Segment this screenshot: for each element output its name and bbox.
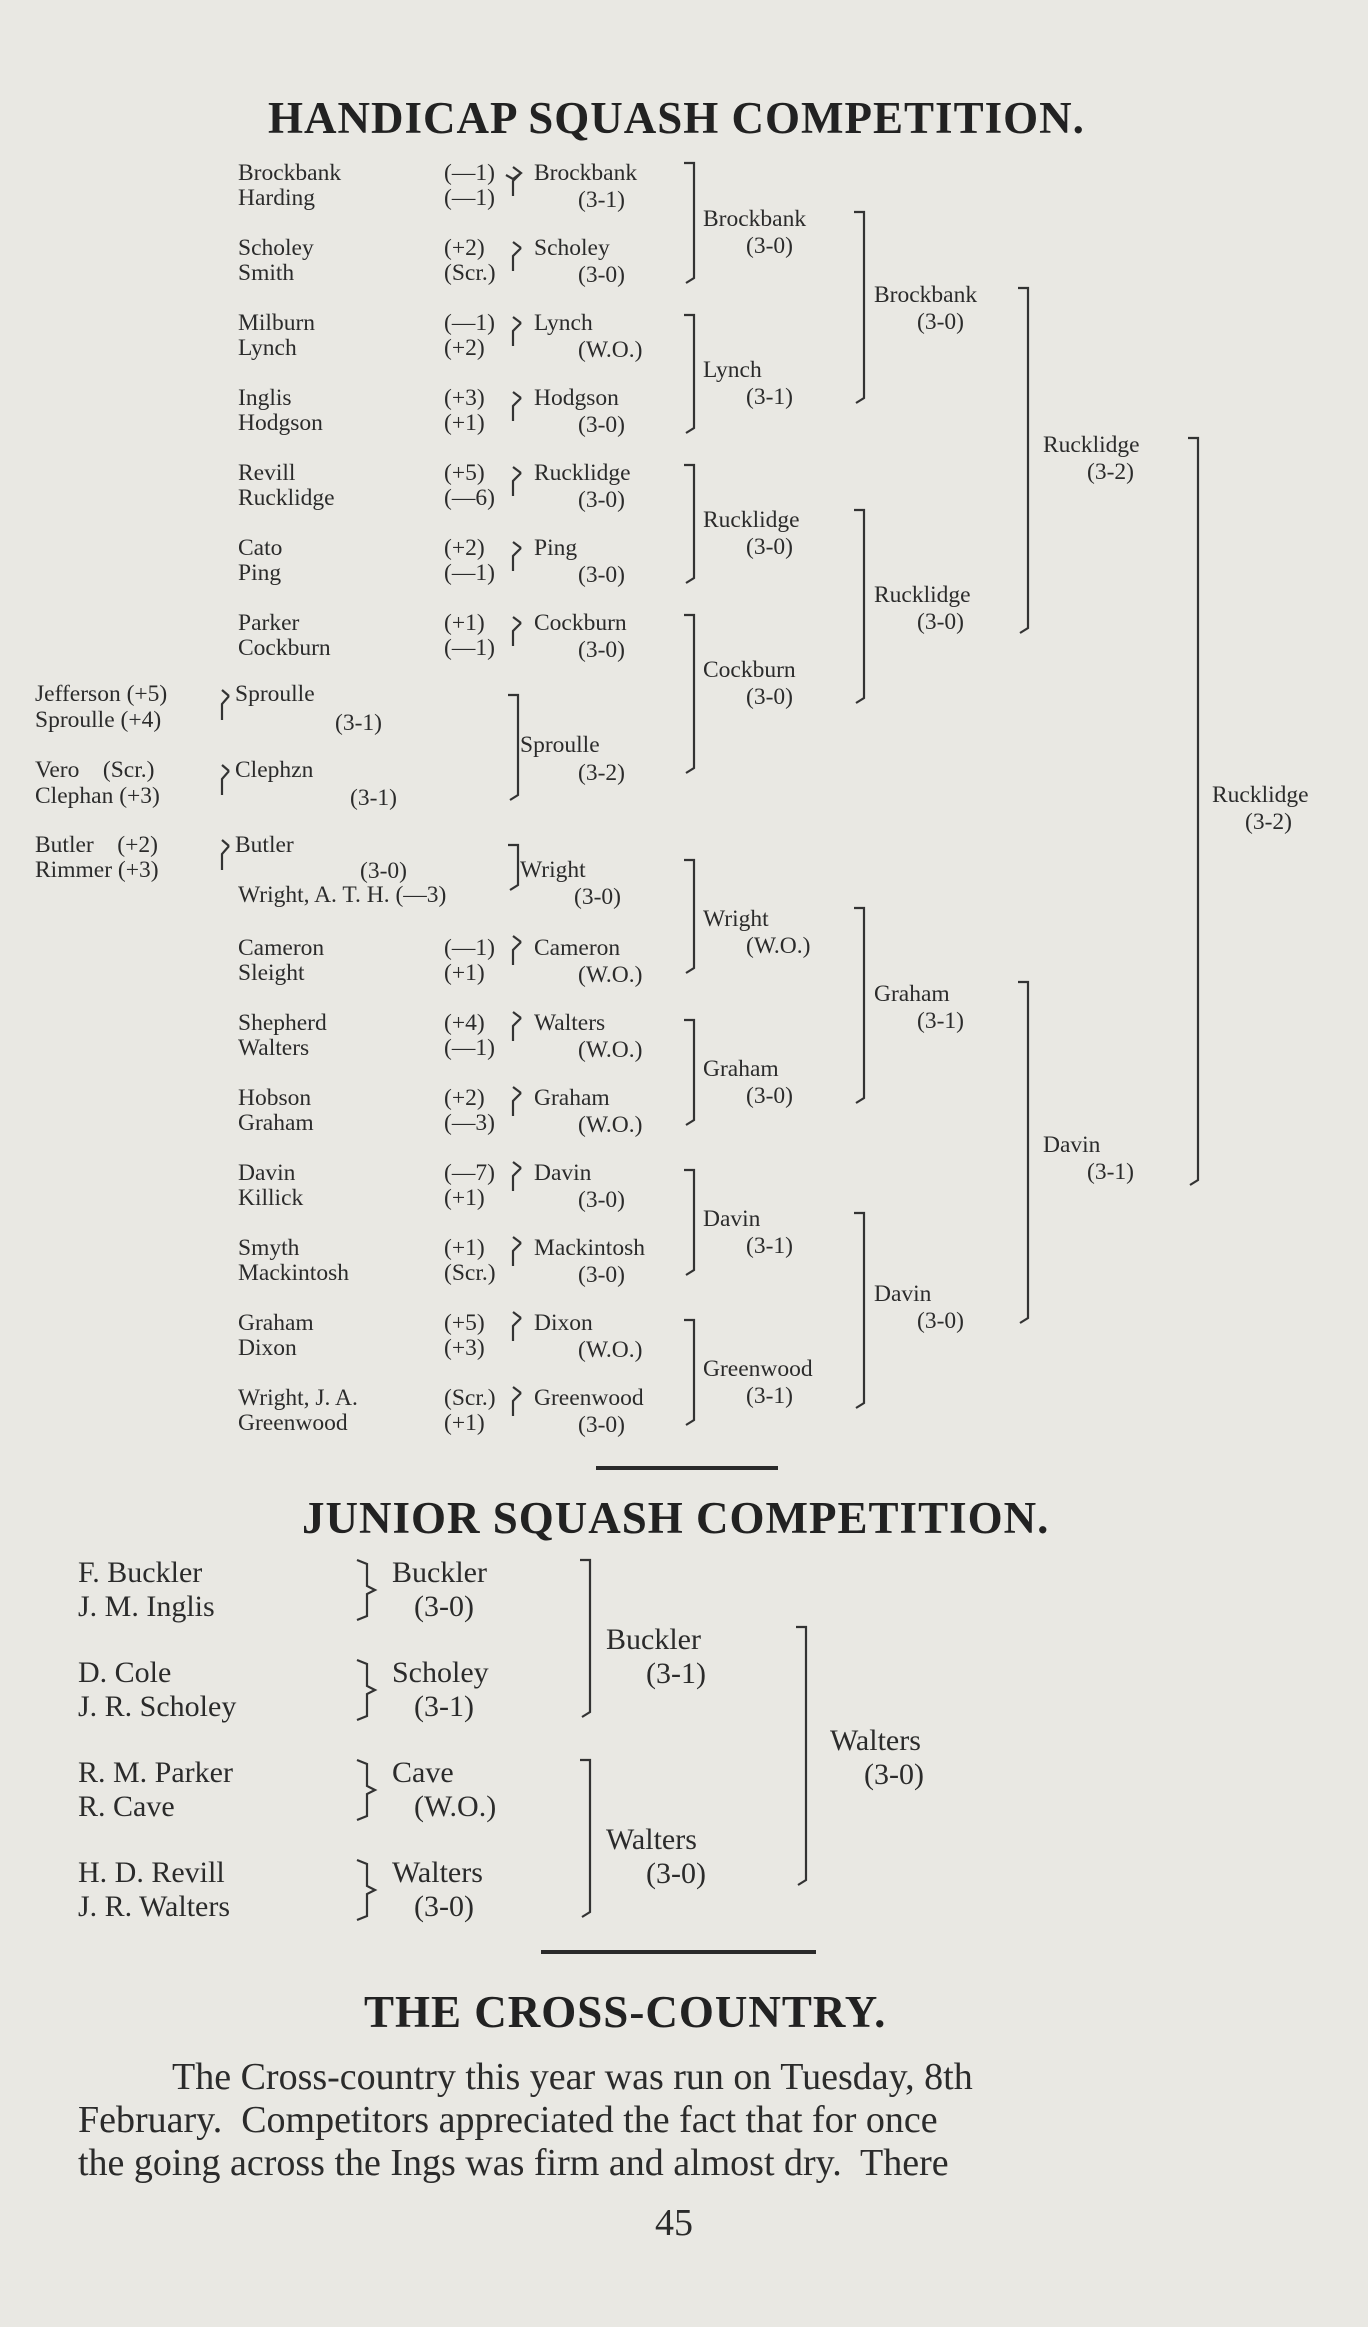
entrant-handicap: (—1): [444, 635, 495, 661]
entrant-handicap: (—1): [444, 185, 495, 211]
entrant-handicap: (—6): [444, 485, 495, 511]
entrant-name: Smith: [238, 260, 295, 286]
entrant-handicap: (+1): [444, 1410, 485, 1436]
junior-entrant: D. Cole: [78, 1656, 172, 1689]
entrant-handicap: (+1): [444, 1185, 485, 1211]
entrant-handicap: (+1): [444, 1235, 485, 1261]
prelim-vero: Vero (Scr.): [35, 757, 155, 783]
prelim-jefferson: Jefferson (+5): [35, 681, 168, 707]
round1-winner: Davin: [534, 1160, 592, 1186]
entrant-handicap: (Scr.): [444, 1260, 496, 1286]
round1-score: (W.O.): [578, 1337, 643, 1363]
entrant-handicap: (+1): [444, 410, 485, 436]
junior-final-score: (3-0): [864, 1758, 924, 1791]
round3-score: (3-1): [917, 1008, 964, 1034]
junior-round2-score: (3-1): [646, 1657, 706, 1690]
entrant-handicap: (+1): [444, 960, 485, 986]
entrant-handicap: (+5): [444, 460, 485, 486]
final-score: (3-2): [1245, 809, 1292, 835]
round2-score: (3-0): [746, 684, 793, 710]
entrant-name: Walters: [238, 1035, 310, 1061]
junior-entrant: J. M. Inglis: [78, 1590, 215, 1623]
junior-round1-score: (W.O.): [414, 1790, 497, 1823]
entrant-name: Ping: [238, 560, 282, 586]
junior-round2-score: (3-0): [646, 1857, 706, 1890]
round1-winner: Walters: [534, 1010, 606, 1036]
prelim-wright-ath: Wright, A. T. H. (—3): [238, 882, 447, 908]
junior-round2-winner: Walters: [606, 1823, 697, 1856]
round2-winner: Lynch: [703, 357, 762, 383]
entrant-name: Shepherd: [238, 1010, 327, 1036]
round1-winner: Lynch: [534, 310, 593, 336]
prelim-win-butler: Butler: [235, 832, 294, 858]
round1-winner: Graham: [534, 1085, 610, 1111]
entrant-name: Graham: [238, 1310, 314, 1336]
round2-score: (3-1): [746, 1383, 793, 1409]
entrant-name: Davin: [238, 1160, 296, 1186]
semi-winner: Rucklidge: [1043, 432, 1140, 458]
junior-round1-score: (3-0): [414, 1890, 474, 1923]
entrant-name: Rucklidge: [238, 485, 335, 511]
junior-round1-winner: Walters: [392, 1856, 483, 1889]
round1-score: (3-0): [578, 487, 625, 513]
round1-score: (3-0): [578, 562, 625, 588]
entrant-handicap: (—1): [444, 310, 495, 336]
entrant-handicap: (+3): [444, 385, 485, 411]
round1-score: (3-0): [578, 637, 625, 663]
junior-entrant: J. R. Scholey: [78, 1690, 237, 1723]
round3-winner: Graham: [874, 981, 950, 1007]
round1-winner: Wright: [520, 857, 586, 883]
round3-score: (3-0): [917, 309, 964, 335]
round2-winner: Cockburn: [703, 657, 796, 683]
round3-winner: Rucklidge: [874, 582, 971, 608]
entrant-name: Harding: [238, 185, 316, 211]
round1-score: (W.O.): [578, 1037, 643, 1063]
entrant-handicap: (—1): [444, 160, 495, 186]
entrant-name: Dixon: [238, 1335, 297, 1361]
prelim-sproulle: Sproulle (+4): [35, 707, 162, 733]
entrant-name: Cameron: [238, 935, 325, 961]
entrant-handicap: (—1): [444, 935, 495, 961]
round2-score: (W.O.): [746, 933, 811, 959]
entrant-handicap: (Scr.): [444, 1385, 496, 1411]
prelim-win-sproulle-score: (3-1): [335, 710, 382, 736]
round2-winner: Rucklidge: [703, 507, 800, 533]
entrant-handicap: (Scr.): [444, 260, 496, 286]
round2-winner: Greenwood: [703, 1356, 813, 1382]
entrant-handicap: (—7): [444, 1160, 495, 1186]
entrant-name: Milburn: [238, 310, 316, 336]
entrant-handicap: (—1): [444, 1035, 495, 1061]
junior-round1-score: (3-0): [414, 1590, 474, 1623]
prelim-butler: Butler (+2): [35, 832, 158, 858]
round2-score: (3-1): [746, 384, 793, 410]
round2-score: (3-0): [746, 534, 793, 560]
round1-winner: Mackintosh: [534, 1235, 645, 1261]
round2-winner: Davin: [703, 1206, 761, 1232]
entrant-handicap: (—3): [444, 1110, 495, 1136]
prelim-win-clephzn-score: (3-1): [350, 785, 397, 811]
cross-country-line-2: February. Competitors appreciated the fact that for once: [78, 2099, 938, 2141]
round2-winner: Wright: [703, 906, 769, 932]
junior-entrant: R. Cave: [78, 1790, 175, 1823]
round1-winner: Rucklidge: [534, 460, 631, 486]
prelim-rimmer: Rimmer (+3): [35, 857, 159, 883]
entrant-name: Sleight: [238, 960, 305, 986]
junior-round1-winner: Buckler: [392, 1556, 487, 1589]
round2-score: (3-0): [746, 1083, 793, 1109]
cross-country-line-1: The Cross-country this year was run on Tuesday, 8th: [172, 2056, 973, 2098]
round2-winner: Brockbank: [703, 206, 807, 232]
semi-score: (3-2): [1087, 459, 1134, 485]
round3-score: (3-0): [917, 1308, 964, 1334]
round1-winner: Hodgson: [534, 385, 619, 411]
junior-round2-winner: Buckler: [606, 1623, 701, 1656]
round2-score: (3-0): [746, 233, 793, 259]
round1-score: (3-1): [578, 187, 625, 213]
page-number: 45: [655, 2202, 693, 2244]
entrant-name: Parker: [238, 610, 300, 636]
prelim-win-clephzn: Clephzn: [235, 757, 314, 783]
final-winner: Rucklidge: [1212, 782, 1309, 808]
entrant-handicap: (+2): [444, 335, 485, 361]
entrant-name: Wright, J. A.: [238, 1385, 358, 1411]
entrant-handicap: (+4): [444, 1010, 485, 1036]
round1-score: (3-0): [578, 412, 625, 438]
handicap-title: HANDICAP SQUASH COMPETITION.: [268, 93, 1085, 143]
round1-score: (W.O.): [578, 1112, 643, 1138]
round1-winner: Ping: [534, 535, 578, 561]
round3-winner: Davin: [874, 1281, 932, 1307]
entrant-handicap: (+2): [444, 1085, 485, 1111]
entrant-name: Killick: [238, 1185, 304, 1211]
entrant-handicap: (+5): [444, 1310, 485, 1336]
junior-entrant: F. Buckler: [78, 1556, 203, 1589]
junior-entrant: J. R. Walters: [78, 1890, 231, 1923]
round1-winner: Cameron: [534, 935, 621, 961]
junior-round1-score: (3-1): [414, 1690, 474, 1723]
entrant-handicap: (—1): [444, 560, 495, 586]
round1-score: (3-0): [578, 262, 625, 288]
round2-winner: Graham: [703, 1056, 779, 1082]
semi-winner: Davin: [1043, 1132, 1101, 1158]
entrant-name: Greenwood: [238, 1410, 348, 1436]
round2-score: (3-1): [746, 1233, 793, 1259]
entrant-name: Cato: [238, 535, 283, 561]
junior-round1-winner: Scholey: [392, 1656, 489, 1689]
round1-winner: Greenwood: [534, 1385, 644, 1411]
round1-winner: Scholey: [534, 235, 610, 261]
entrant-name: Brockbank: [238, 160, 342, 186]
round1-score: (W.O.): [578, 337, 643, 363]
entrant-name: Mackintosh: [238, 1260, 349, 1286]
round1-score: (3-2): [578, 760, 625, 786]
round1-winner: Dixon: [534, 1310, 593, 1336]
entrant-name: Revill: [238, 460, 296, 486]
semi-score: (3-1): [1087, 1159, 1134, 1185]
junior-entrant: H. D. Revill: [78, 1856, 225, 1889]
entrant-name: Graham: [238, 1110, 314, 1136]
prelim-win-butler-score: (3-0): [360, 858, 407, 884]
cross-country-title: THE CROSS-COUNTRY.: [364, 1987, 887, 2037]
entrant-name: Lynch: [238, 335, 297, 361]
entrant-name: Cockburn: [238, 635, 331, 661]
entrant-name: Smyth: [238, 1235, 300, 1261]
entrant-name: Scholey: [238, 235, 314, 261]
round3-winner: Brockbank: [874, 282, 978, 308]
entrant-name: Inglis: [238, 385, 292, 411]
entrant-name: Hodgson: [238, 410, 323, 436]
prelim-win-sproulle: Sproulle: [235, 681, 315, 707]
junior-entrant: R. M. Parker: [78, 1756, 233, 1789]
cross-country-line-3: the going across the Ings was firm and almost dry. There: [78, 2142, 949, 2184]
round1-score: (3-0): [574, 884, 621, 910]
round1-winner: Sproulle: [520, 732, 600, 758]
round1-score: (W.O.): [578, 962, 643, 988]
round1-score: (3-0): [578, 1262, 625, 1288]
junior-title: JUNIOR SQUASH COMPETITION.: [302, 1493, 1050, 1543]
entrant-handicap: (+2): [444, 235, 485, 261]
junior-final-winner: Walters: [830, 1724, 921, 1757]
round3-score: (3-0): [917, 609, 964, 635]
entrant-name: Hobson: [238, 1085, 312, 1111]
round1-score: (3-0): [578, 1187, 625, 1213]
prelim-clephan: Clephan (+3): [35, 783, 160, 809]
junior-round1-winner: Cave: [392, 1756, 454, 1789]
round1-score: (3-0): [578, 1412, 625, 1438]
round1-winner: Brockbank: [534, 160, 638, 186]
entrant-handicap: (+1): [444, 610, 485, 636]
entrant-handicap: (+2): [444, 535, 485, 561]
round1-winner: Cockburn: [534, 610, 627, 636]
entrant-handicap: (+3): [444, 1335, 485, 1361]
